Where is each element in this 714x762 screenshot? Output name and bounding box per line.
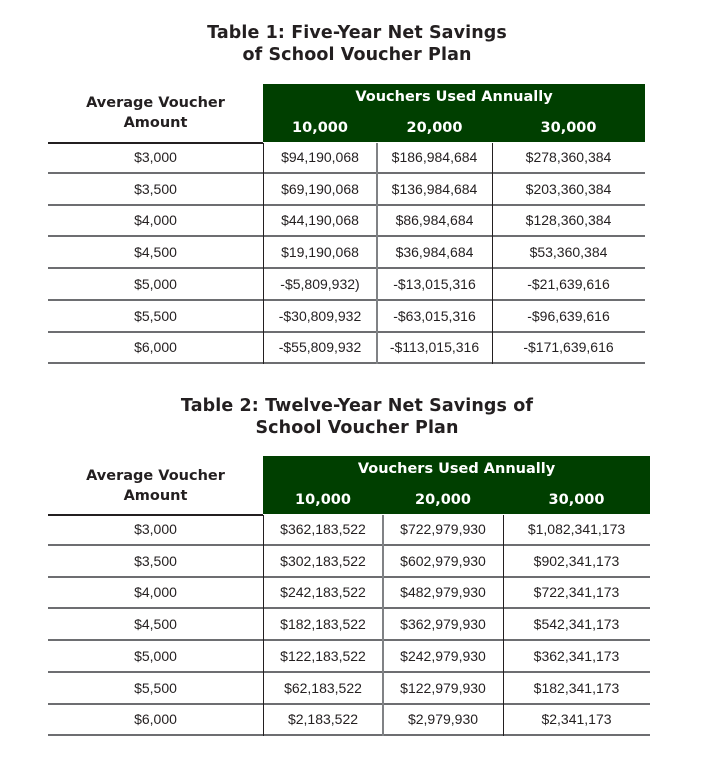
- net-savings-cell: $128,360,384: [525, 212, 612, 229]
- net-savings-cell: -$113,015,316: [389, 339, 480, 356]
- net-savings-cell: $36,984,684: [395, 244, 474, 261]
- table-row: [48, 578, 650, 609]
- table-row: [48, 674, 650, 705]
- row-header-line-2: Amount: [123, 115, 188, 131]
- table-row: [48, 143, 645, 174]
- net-savings-cell: $94,190,068: [281, 149, 359, 165]
- table-row: [48, 302, 645, 333]
- spanning-header: Vouchers Used Annually: [355, 89, 553, 105]
- net-savings-cell: $362,183,522: [280, 521, 366, 537]
- net-savings-cell: $1,082,341,173: [527, 521, 626, 537]
- net-savings-cell: $69,190,068: [281, 180, 359, 197]
- voucher-amount-cell: $3,500: [134, 180, 177, 197]
- net-savings-cell: $542,341,173: [533, 616, 620, 633]
- table-row: [48, 270, 645, 301]
- net-savings-cell: $2,979,930: [407, 711, 479, 728]
- table-row: [48, 547, 650, 578]
- net-savings-cell: $62,183,522: [284, 679, 362, 696]
- table-1-title-line-2: of School Voucher Plan: [242, 45, 472, 65]
- table-row: [48, 515, 650, 546]
- table-1-column-header-band: [263, 84, 645, 142]
- voucher-amount-cell: $6,000: [134, 711, 177, 728]
- net-savings-cell: $122,183,522: [280, 647, 366, 664]
- net-savings-cell: $242,183,522: [280, 584, 366, 601]
- net-savings-cell: $203,360,384: [525, 180, 612, 197]
- voucher-amount-cell: $5,500: [134, 307, 177, 324]
- column-divider: [263, 515, 264, 736]
- net-savings-cell: -$63,015,316: [393, 307, 476, 324]
- net-savings-cell: $722,979,930: [400, 521, 486, 537]
- net-savings-cell: -$30,809,932: [278, 307, 362, 324]
- voucher-amount-cell: $3,500: [134, 552, 177, 569]
- net-savings-cell: $902,341,173: [533, 552, 620, 569]
- net-savings-cell: -$96,639,616: [527, 307, 610, 324]
- net-savings-cell: $182,183,522: [280, 616, 366, 633]
- net-savings-cell: $44,190,068: [281, 212, 359, 229]
- table-2-title: [0, 395, 714, 439]
- net-savings-cell: $482,979,930: [400, 584, 486, 601]
- column-divider: [503, 515, 504, 736]
- net-savings-cell: -$5,809,932): [280, 275, 360, 292]
- voucher-amount-cell: $3,000: [134, 149, 177, 165]
- column-divider: [382, 515, 384, 736]
- net-savings-cell: $362,979,930: [400, 616, 486, 633]
- table-row: [48, 238, 645, 269]
- column-header-20000: 20,000: [406, 120, 463, 136]
- voucher-amount-cell: $6,000: [134, 339, 177, 356]
- voucher-amount-cell: $4,500: [134, 616, 177, 633]
- net-savings-cell: $136,984,684: [391, 180, 478, 197]
- net-savings-cell: $602,979,930: [400, 552, 486, 569]
- table-2-column-header-band: [263, 456, 650, 514]
- table-row: [48, 206, 645, 237]
- net-savings-cell: $19,190,068: [281, 244, 359, 261]
- net-savings-cell: $722,341,173: [533, 584, 620, 601]
- column-divider: [263, 143, 264, 364]
- net-savings-cell: $2,341,173: [541, 711, 612, 728]
- table-row: [48, 642, 650, 673]
- net-savings-cell: $53,360,384: [529, 244, 608, 261]
- table-2-title-line-2: School Voucher Plan: [255, 418, 459, 438]
- voucher-amount-cell: $5,500: [134, 679, 177, 696]
- net-savings-cell: $186,984,684: [391, 149, 478, 165]
- column-header-20000: 20,000: [415, 492, 471, 508]
- net-savings-cell: $242,979,930: [400, 647, 486, 664]
- net-savings-cell: -$55,809,932: [278, 339, 362, 356]
- net-savings-cell: $182,341,173: [533, 679, 620, 696]
- voucher-amount-cell: $3,000: [134, 521, 177, 537]
- net-savings-cell: $2,183,522: [287, 711, 359, 728]
- voucher-amount-cell: $4,000: [134, 212, 177, 229]
- column-header-10000: 10,000: [292, 120, 348, 136]
- voucher-amount-cell: $5,000: [134, 647, 177, 664]
- table-row: [48, 175, 645, 206]
- table-row: [48, 610, 650, 641]
- table-row: [48, 705, 650, 736]
- spanning-header: Vouchers Used Annually: [357, 461, 556, 477]
- row-header-line-1: Average Voucher: [86, 468, 225, 484]
- row-header-line-1: Average Voucher: [86, 95, 225, 111]
- net-savings-cell: $86,984,684: [395, 212, 474, 229]
- voucher-amount-cell: $4,500: [134, 244, 177, 261]
- table-2-title-line-1: Table 2: Twelve-Year Net Savings of: [180, 396, 534, 416]
- column-header-30000: 30,000: [548, 492, 605, 508]
- net-savings-cell: $302,183,522: [280, 552, 366, 569]
- column-header-10000: 10,000: [295, 492, 351, 508]
- table-2-row-header: [48, 466, 263, 506]
- row-header-line-2: Amount: [123, 488, 188, 504]
- column-divider: [376, 143, 378, 364]
- table-1-title-line-1: Table 1: Five-Year Net Savings: [207, 23, 507, 43]
- table-1: [48, 84, 645, 366]
- column-divider: [492, 143, 493, 364]
- column-header-30000: 30,000: [540, 120, 597, 136]
- net-savings-cell: $278,360,384: [525, 149, 612, 165]
- table-1-row-header: [48, 93, 263, 133]
- table-2: [48, 456, 650, 738]
- voucher-amount-cell: $4,000: [134, 584, 177, 601]
- table-1-title: [0, 22, 714, 66]
- net-savings-cell: $122,979,930: [400, 679, 486, 696]
- table-row: [48, 333, 645, 364]
- net-savings-cell: -$171,639,616: [523, 339, 614, 356]
- voucher-amount-cell: $5,000: [134, 275, 177, 292]
- net-savings-cell: -$21,639,616: [527, 275, 610, 292]
- net-savings-cell: $362,341,173: [533, 647, 620, 664]
- net-savings-cell: -$13,015,316: [393, 275, 476, 292]
